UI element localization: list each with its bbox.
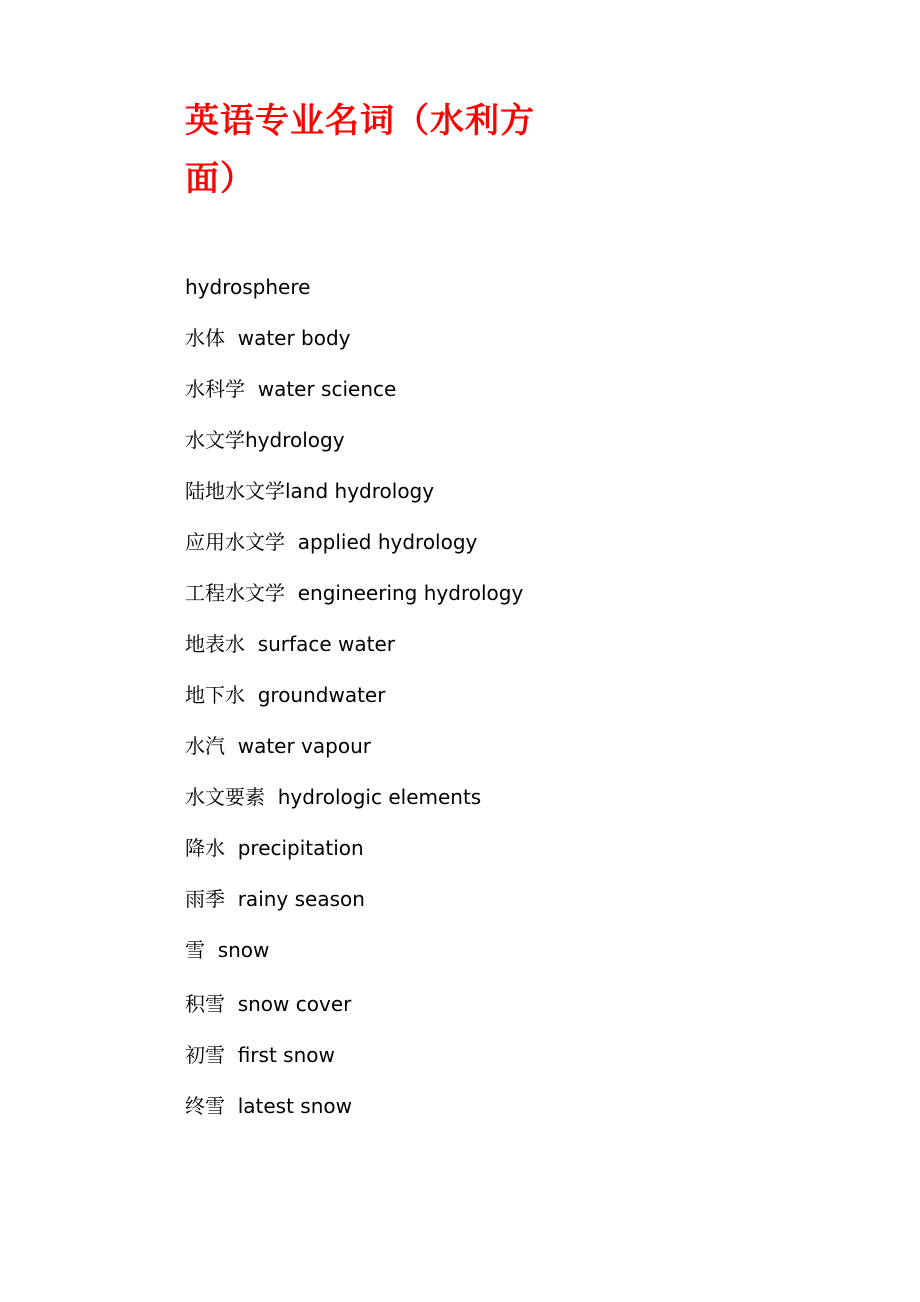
term-item: 雪 snow [185,938,270,962]
term-item: 工程水文学 engineering hydrology [185,581,524,605]
term-item: 积雪 snow cover [185,992,352,1016]
term-item: 初雪 first snow [185,1043,335,1067]
term-item: 水文要素 hydrologic elements [185,785,482,809]
term-item: 降水 precipitation [185,836,364,860]
term-item: 水文学hydrology [185,428,345,452]
term-item: 陆地水文学land hydrology [185,479,435,503]
term-list [185,270,523,1140]
term-item: 雨季 rainy season [185,887,365,911]
term-item: 终雪 latest snow [185,1094,352,1118]
term-item: 水汽 water vapour [185,734,371,758]
page-title: 英语专业名词（水利方面） [185,101,535,199]
term-item: 地下水 groundwater [185,683,386,707]
term-item: 地表水 surface water [185,632,395,656]
term-item: 水科学 water science [185,377,397,401]
term-item: 应用水文学 applied hydrology [185,530,478,554]
term-item: hydrosphere [185,275,311,299]
term-item: 水体 water body [185,326,351,350]
